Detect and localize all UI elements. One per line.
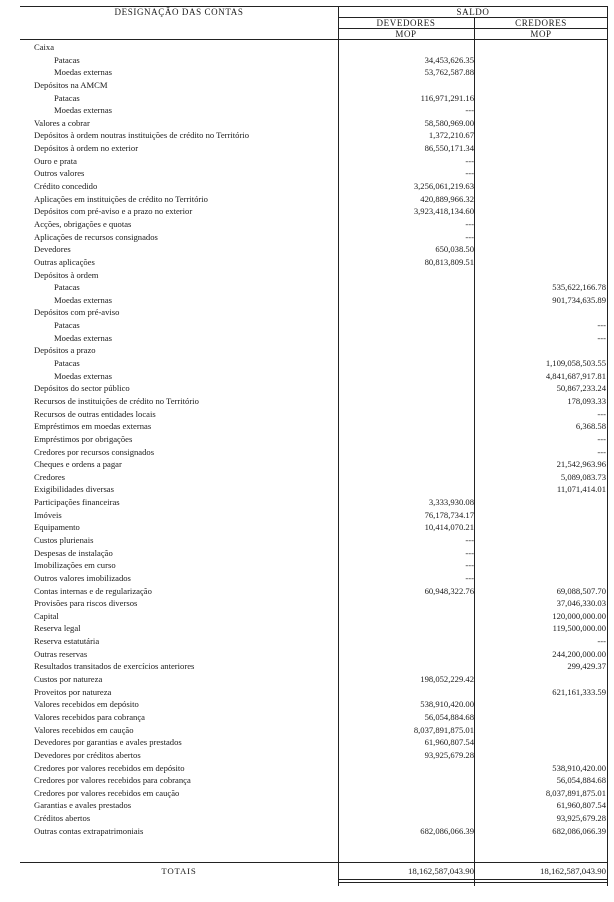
table-row xyxy=(20,787,608,800)
table-row xyxy=(20,812,608,825)
debit-currency-label: MOP xyxy=(395,29,417,39)
table-row xyxy=(20,673,608,686)
account-label: Credores por valores recebidos em caução xyxy=(34,787,180,798)
table-row xyxy=(20,408,608,421)
debit-column-header: DEVEDORES xyxy=(376,18,436,28)
credit-value: 299,429.37 xyxy=(567,661,606,672)
account-label: Credores por valores recebidos para cobrança xyxy=(34,775,191,786)
account-label: Empréstimos por obrigações xyxy=(34,433,133,444)
account-label: Acções, obrigações e quotas xyxy=(34,218,132,229)
credit-value: 178,093.33 xyxy=(567,395,606,406)
account-label: Imóveis xyxy=(34,509,62,520)
debit-value: --- xyxy=(465,572,474,583)
debit-value: 1,372,210.67 xyxy=(428,130,474,141)
account-label: Depósitos à ordem no exterior xyxy=(34,143,139,154)
credit-value: 50,867,233.24 xyxy=(556,383,606,394)
account-label: Credores por recursos consignados xyxy=(34,446,155,457)
table-row xyxy=(20,117,608,130)
account-label: Garantias e avales prestados xyxy=(34,800,132,811)
account-label: Ouro e prata xyxy=(34,155,77,166)
account-label: Outros valores xyxy=(34,168,85,179)
table-row xyxy=(20,471,608,484)
credit-value: --- xyxy=(597,636,606,647)
account-label: Capital xyxy=(34,610,59,621)
table-row xyxy=(20,370,608,383)
account-label: Imobilizações em curso xyxy=(34,560,116,571)
credit-value: --- xyxy=(597,408,606,419)
table-row xyxy=(20,534,608,547)
account-label: Valores recebidos em depósito xyxy=(34,699,139,710)
debit-value: 53,762,587.88 xyxy=(424,67,474,78)
totals-row xyxy=(20,864,608,878)
debit-value: 93,925,679.28 xyxy=(424,749,474,760)
debit-value: 61,960,807.54 xyxy=(424,737,474,748)
account-label: Exigibilidades diversas xyxy=(34,484,114,495)
table-row xyxy=(20,762,608,775)
credit-value: --- xyxy=(597,433,606,444)
table-row xyxy=(20,155,608,168)
table-row xyxy=(20,446,608,459)
header-bottom-rule xyxy=(20,39,608,40)
totals-bottom-rule xyxy=(338,879,608,880)
table-row xyxy=(20,142,608,155)
account-rows xyxy=(20,41,608,837)
credit-value: 538,910,420.00 xyxy=(552,762,606,773)
account-label: Patacas xyxy=(54,320,80,331)
account-label: Valores a cobrar xyxy=(34,117,90,128)
table-row xyxy=(20,306,608,319)
debit-value: 3,256,061,219.63 xyxy=(413,181,474,192)
table-row xyxy=(20,281,608,294)
table-row xyxy=(20,167,608,180)
table-row xyxy=(20,332,608,345)
table-row xyxy=(20,231,608,244)
totals-top-rule xyxy=(20,862,608,863)
account-label: Devedores por garantias e avales prestados xyxy=(34,737,182,748)
credit-value: --- xyxy=(597,446,606,457)
totals-label: TOTAIS xyxy=(161,866,197,876)
account-label: Custos plurienais xyxy=(34,534,94,545)
account-label: Recursos de instituições de crédito no Território xyxy=(34,395,199,406)
credit-value: --- xyxy=(597,332,606,343)
credit-currency-label: MOP xyxy=(530,29,552,39)
credit-value: 682,086,066.39 xyxy=(552,825,606,836)
table-row xyxy=(20,635,608,648)
table-row xyxy=(20,243,608,256)
totals-double-rule xyxy=(338,882,608,883)
debit-value: --- xyxy=(465,547,474,558)
table-row xyxy=(20,724,608,737)
account-label: Equipamento xyxy=(34,522,80,533)
account-label: Outras reservas xyxy=(34,648,88,659)
debit-value: 86,550,171.34 xyxy=(424,143,474,154)
table-row xyxy=(20,698,608,711)
account-label: Outras contas extrapatrimoniais xyxy=(34,825,144,836)
account-label: Custos por natureza xyxy=(34,674,103,685)
table-row xyxy=(20,205,608,218)
debit-value: 650,038.50 xyxy=(435,244,474,255)
account-label: Patacas xyxy=(54,54,80,65)
credit-value: 69,088,507.70 xyxy=(556,585,606,596)
debit-value: 58,580,969.00 xyxy=(424,117,474,128)
table-row xyxy=(20,344,608,357)
debit-value: 3,923,418,134.60 xyxy=(413,206,474,217)
debit-value: --- xyxy=(465,218,474,229)
account-label: Provisões para riscos diversos xyxy=(34,598,138,609)
debit-value: 420,889,966.32 xyxy=(420,193,474,204)
table-row xyxy=(20,749,608,762)
table-row xyxy=(20,509,608,522)
debit-value: 76,178,734.17 xyxy=(424,509,474,520)
credit-value: 61,960,807.54 xyxy=(556,800,606,811)
credit-value: --- xyxy=(597,320,606,331)
account-label: Moedas externas xyxy=(54,67,112,78)
account-label: Depósitos a prazo xyxy=(34,345,96,356)
account-label: Outros valores imobilizados xyxy=(34,572,131,583)
credit-value: 11,071,414.01 xyxy=(556,484,606,495)
account-label: Moedas externas xyxy=(54,332,112,343)
debit-value: 34,453,626.35 xyxy=(424,54,474,65)
debit-value: 538,910,420.00 xyxy=(420,699,474,710)
credit-value: 621,161,333.59 xyxy=(552,686,606,697)
account-label: Aplicações em instituições de crédito no Território xyxy=(34,193,208,204)
table-row xyxy=(20,294,608,307)
credit-value: 120,000,000.00 xyxy=(552,610,606,621)
account-label: Caixa xyxy=(34,42,55,52)
table-row xyxy=(20,54,608,67)
table-row xyxy=(20,269,608,282)
table-row xyxy=(20,825,608,838)
table-row xyxy=(20,572,608,585)
account-label: Moedas externas xyxy=(54,105,112,116)
table-row xyxy=(20,585,608,598)
debit-value: --- xyxy=(465,155,474,166)
account-label: Moedas externas xyxy=(54,294,112,305)
table-row xyxy=(20,736,608,749)
account-label: Crédito concedido xyxy=(34,181,98,192)
debit-value: 56,054,884.68 xyxy=(424,711,474,722)
debit-value: --- xyxy=(465,560,474,571)
debit-value: --- xyxy=(465,534,474,545)
account-label: Cheques e ordens a pagar xyxy=(34,459,122,470)
account-label: Despesas de instalação xyxy=(34,547,113,558)
table-row xyxy=(20,395,608,408)
credit-value: 93,925,679.28 xyxy=(556,813,606,824)
accounts-column-header: DESIGNAÇÃO DAS CONTAS xyxy=(114,7,244,17)
table-row xyxy=(20,496,608,509)
table-row xyxy=(20,622,608,635)
table-row xyxy=(20,483,608,496)
credit-value: 244,200,000.00 xyxy=(552,648,606,659)
balance-header: SALDO xyxy=(456,7,490,17)
credit-value: 56,054,884.68 xyxy=(556,775,606,786)
debit-value: 3,333,930.08 xyxy=(428,497,474,508)
credit-value: 5,089,083.73 xyxy=(560,471,606,482)
account-label: Créditos abertos xyxy=(34,813,91,824)
balance-sheet-table xyxy=(20,6,608,892)
account-label: Recursos de outras entidades locais xyxy=(34,408,156,419)
table-row xyxy=(20,382,608,395)
table-row xyxy=(20,711,608,724)
table-row xyxy=(20,458,608,471)
table-row xyxy=(20,433,608,446)
account-label: Depósitos à ordem xyxy=(34,269,99,280)
credit-value: 535,622,166.78 xyxy=(552,282,606,293)
debit-value: --- xyxy=(465,231,474,242)
table-row xyxy=(20,799,608,812)
credit-value: 37,046,330.03 xyxy=(556,598,606,609)
table-row xyxy=(20,92,608,105)
credit-value: 1,109,058,503.55 xyxy=(545,358,606,369)
account-label: Depósitos à ordem noutras instituições de crédito no Território xyxy=(34,130,249,141)
table-row xyxy=(20,420,608,433)
account-label: Devedores xyxy=(34,244,71,255)
totals-credit: 18,162,587,043.90 xyxy=(540,866,606,876)
table-row xyxy=(20,648,608,661)
table-row xyxy=(20,129,608,142)
table-row xyxy=(20,41,608,54)
credit-value: 4,841,687,917.81 xyxy=(545,370,606,381)
debit-value: 10,414,070.21 xyxy=(424,522,474,533)
account-label: Patacas xyxy=(54,358,80,369)
debit-value: --- xyxy=(465,105,474,116)
table-row xyxy=(20,547,608,560)
table-row xyxy=(20,79,608,92)
account-label: Patacas xyxy=(54,282,80,293)
table-row xyxy=(20,521,608,534)
table-row xyxy=(20,559,608,572)
table-row xyxy=(20,180,608,193)
credit-value: 901,734,635.89 xyxy=(552,294,606,305)
account-label: Resultados transitados de exercícios anteriores xyxy=(34,661,195,672)
account-label: Depósitos com pré-aviso xyxy=(34,307,120,318)
account-label: Outras aplicações xyxy=(34,256,95,267)
table-row xyxy=(20,256,608,269)
account-label: Depósitos do sector público xyxy=(34,383,130,394)
table-row xyxy=(20,357,608,370)
account-label: Credores xyxy=(34,471,66,482)
account-label: Credores por valores recebidos em depósito xyxy=(34,762,185,773)
account-label: Moedas externas xyxy=(54,370,112,381)
table-row xyxy=(20,319,608,332)
account-label: Valores recebidos em caução xyxy=(34,724,134,735)
credit-value: 8,037,891,875.01 xyxy=(545,787,606,798)
table-row xyxy=(20,218,608,231)
table-row xyxy=(20,66,608,79)
table-row xyxy=(20,660,608,673)
account-label: Participações financeiras xyxy=(34,497,120,508)
table-row xyxy=(20,774,608,787)
table-row xyxy=(20,193,608,206)
debit-value: 116,971,291.16 xyxy=(420,92,474,103)
table-row xyxy=(20,686,608,699)
account-label: Devedores por créditos abertos xyxy=(34,749,141,760)
account-label: Empréstimos em moedas externas xyxy=(34,421,152,432)
account-label: Reserva estatutária xyxy=(34,636,100,647)
debit-value: 60,948,322.76 xyxy=(424,585,474,596)
account-label: Valores recebidos para cobrança xyxy=(34,711,145,722)
debit-value: 8,037,891,875.01 xyxy=(413,724,474,735)
account-label: Contas internas e de regularização xyxy=(34,585,152,596)
table-row xyxy=(20,610,608,623)
credit-column-header: CREDORES xyxy=(515,18,567,28)
credit-value: 21,542,963.96 xyxy=(556,459,606,470)
account-label: Depósitos com pré-aviso e a prazo no exterior xyxy=(34,206,193,217)
table-row xyxy=(20,104,608,117)
credit-value: 119,500,000.00 xyxy=(552,623,606,634)
debit-value: 80,813,809.51 xyxy=(424,256,474,267)
table-row xyxy=(20,597,608,610)
account-label: Patacas xyxy=(54,92,80,103)
account-label: Aplicações de recursos consignados xyxy=(34,231,158,242)
totals-debit: 18,162,587,043.90 xyxy=(408,866,474,876)
account-label: Proveitos por natureza xyxy=(34,686,112,697)
account-label: Depósitos na AMCM xyxy=(34,79,108,90)
account-label: Reserva legal xyxy=(34,623,81,634)
debit-value: 198,052,229.42 xyxy=(420,674,474,685)
debit-value: 682,086,066.39 xyxy=(420,825,474,836)
debit-value: --- xyxy=(465,168,474,179)
credit-value: 6,368.58 xyxy=(575,421,606,432)
